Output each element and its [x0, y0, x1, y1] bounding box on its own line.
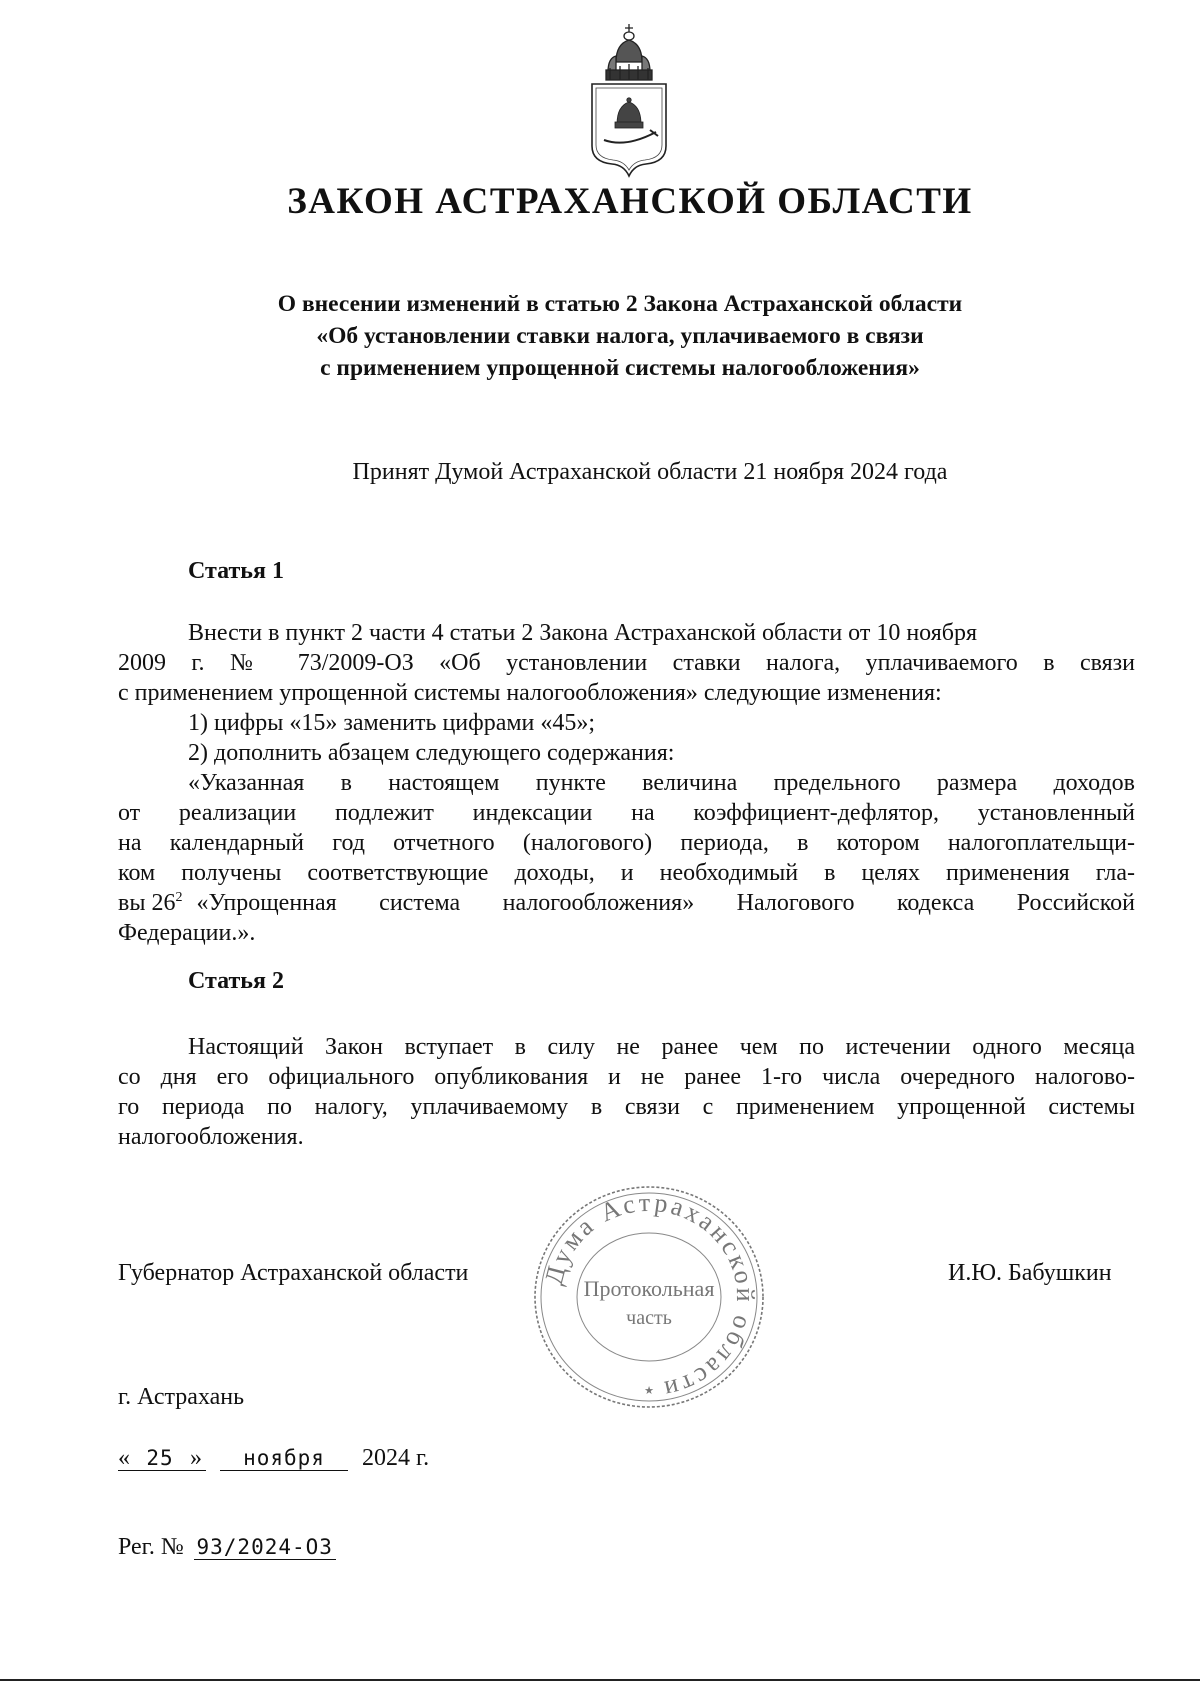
- date-day-field: [118, 1446, 206, 1471]
- text-line: с применением упрощенной системы налогообложения» следующие изменения:: [118, 680, 942, 706]
- article-2-body: [118, 1032, 1135, 1152]
- text-line: «Указанная в настоящем пункте величина предельного размера доходов: [188, 770, 1135, 796]
- signing-date: [118, 1445, 429, 1472]
- text-line: на календарный год отчетного (налогового) периода, в котором налогоплательщи-: [118, 830, 1135, 856]
- document-title: ЗАКОН АСТРАХАНСКОЙ ОБЛАСТИ: [287, 181, 973, 222]
- text-line: ком получены соответствующие доходы, и необходимый в целях применения гла-: [118, 860, 1135, 886]
- subtitle-line: с применением упрощенной системы налогообложения»: [320, 355, 920, 381]
- stamp-center-line-1: Протокольная: [583, 1276, 715, 1301]
- date-year: 2024 г.: [362, 1445, 430, 1471]
- text-line: го периода по налогу, уплачиваемому в связи с применением упрощенной системы: [118, 1094, 1135, 1120]
- law-subtitle: [160, 288, 1080, 384]
- text-fragment: [118, 888, 182, 918]
- text-fragment: «Упрощенная система налогообложения» Налогового кодекса Российской: [196, 890, 1135, 916]
- quote-mark: »: [190, 1445, 202, 1471]
- text-line: 2009 г. № 73/2009-ОЗ «Об установлении ставки налога, уплачиваемого в связи: [118, 650, 1135, 676]
- superscript: 2: [175, 890, 183, 905]
- article-1-title: Статья 1: [188, 558, 284, 584]
- duma-stamp: [529, 1182, 769, 1412]
- registration-label: Рег. №: [118, 1534, 184, 1560]
- text-fragment: вы 26: [118, 890, 176, 916]
- text-line: налогообложения.: [118, 1124, 304, 1150]
- text-line: со дня его официального опубликования и не ранее 1-го числа очередного налогово-: [118, 1064, 1135, 1090]
- stamp-center-line-2: часть: [626, 1307, 672, 1329]
- quote-mark: «: [118, 1445, 130, 1471]
- text-line: Федерации.».: [118, 920, 256, 946]
- signatory-name: И.Ю. Бабушкин: [948, 1260, 1112, 1286]
- coat-of-arms-emblem: [586, 22, 672, 178]
- place-of-signing: г. Астрахань: [118, 1384, 245, 1410]
- text-line: Внести в пункт 2 части 4 статьи 2 Закона Астраханской области от 10 ноября: [188, 620, 978, 646]
- text-line: [118, 888, 1135, 918]
- stamp-star-icon: ★: [644, 1384, 654, 1397]
- registration-value: 93/2024-ОЗ: [194, 1535, 336, 1560]
- stamp-ring-text: Дума Астраханской области: [538, 1187, 761, 1406]
- text-line: 2) дополнить абзацем следующего содержания:: [188, 740, 675, 766]
- subtitle-line: «Об установлении ставки налога, уплачиваемого в связи: [316, 323, 924, 349]
- text-line: Настоящий Закон вступает в силу не ранее чем по истечении одного месяца: [188, 1034, 1135, 1060]
- article-2-title: Статья 2: [188, 968, 284, 994]
- footer-divider: [0, 1679, 1200, 1681]
- article-1-body: [118, 618, 1135, 948]
- subtitle-line: О внесении изменений в статью 2 Закона Астраханской области: [277, 291, 963, 317]
- adoption-statement: Принят Думой Астраханской области 21 ноября 2024 года: [352, 459, 948, 485]
- registration-number: [118, 1534, 336, 1561]
- date-day: 25: [146, 1446, 174, 1470]
- text-line: от реализации подлежит индексации на коэффициент-дефлятор, установленный: [118, 800, 1135, 826]
- date-month: ноября: [220, 1446, 348, 1471]
- text-line: 1) цифры «15» заменить цифрами «45»;: [188, 710, 596, 736]
- signatory-position: Губернатор Астраханской области: [118, 1260, 469, 1286]
